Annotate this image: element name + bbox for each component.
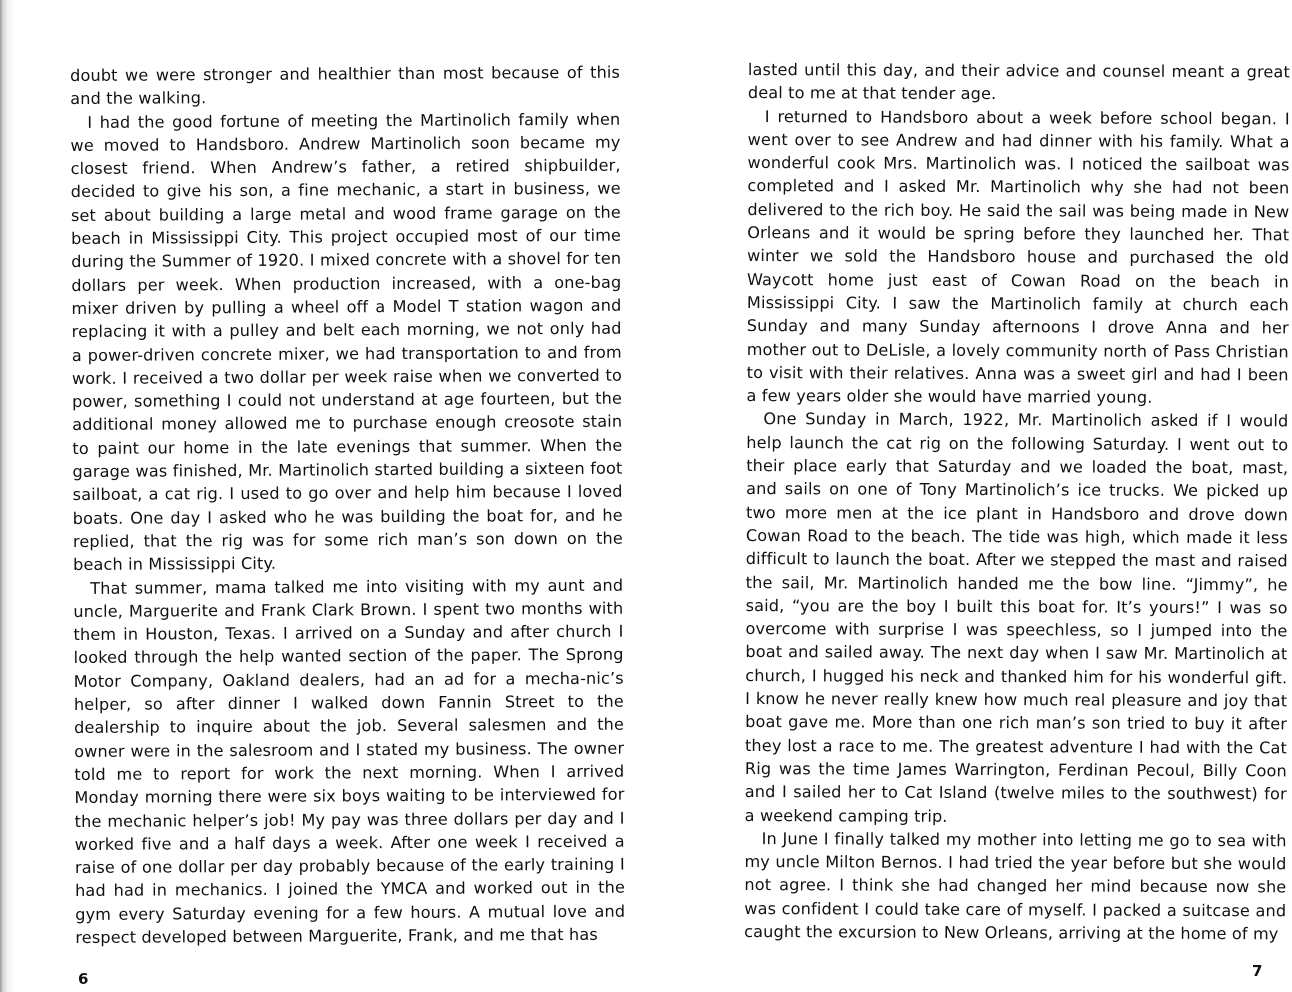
right-page: [646, 0, 1292, 992]
right-page-number: 7: [1252, 962, 1263, 980]
left-paragraph-2: I had the good fortune of meeting the Martinolich family when we moved to Handsboro. Andrew Martinolich soon became my closest friend. When Andrew’s father, a retired shipbuilder, decided to give his son, a fine mechanic, a start in business, we set about building a large metal and wood frame garage on the beach in Mississippi City. This project occupied most of our time during the Summer of 1920. I mixed concrete with a shovel for ten dollars per week. When production increased, with a one-bag mixer driven by pulling a wheel off a Model T station wagon and replacing it with a pulley and belt each morning, we not only had a power-driven concrete mixer, we had transportation to and from work. I received a two dollar per week raise when we converted to power, something I could not understand at age fourteen, but the additional money allowed me to purchase enough creosote stain to paint our home in the late evenings that summer. When the garage was finished, Mr. Martinolich started building a sixteen foot sailboat, a cat rig. I used to go over and help him because I loved boats. One day I asked who he was building the boat for, and he replied, that the rig was for some rich man’s son down on the beach in Mississippi City.: [70, 109, 623, 575]
left-page-text: [70, 61, 625, 950]
right-page-text: [744, 58, 1290, 946]
right-paragraph-4: In June I finally talked my mother into letting me go to sea with my uncle Milton Bernos. I had tried the year before but she would not agree. I think she had changed her mind because now she was confident I could take care of myself. I packed a suitcase and caught the excursion to New Orleans, arriving at the home of my: [744, 828, 1287, 944]
right-paragraph-3: One Sunday in March, 1922, Mr. Martinolich asked if I would help launch the cat rig on the following Saturday. I went out to their place early that Saturday and we loaded the boat, mast, and sails on one of Tony Martinolich’s ice trucks. We picked up two more men at the ice plant in Handsboro and drove down Cowan Road to the beach. The tide was high, which made it less difficult to launch the boat. After we stepped the mast and raised the sail, Mr. Martinolich handed me the bow line. “Jimmy”, he said, “you are the boy I built this boat for. It’s yours!” I was so overcome with surprise I was speechless, so I jumped into the boat and sailed away. The next day when I saw Mr. Martinolich at church, I hugged his neck and thanked him for his wonderful gift. I know he never really knew how much real pleasure and joy that boat gave me. More than one rich man’s son tried to buy it after they lost a race to me. The greatest adventure I had with the Cat Rig was the time James Warrington, Ferdinan Pecoul, Billy Coon and I sailed her to Cat Island (twelve miles to the southwest) for a weekend camping trip.: [744, 409, 1289, 826]
left-paragraph-1: doubt we were stronger and healthier than most because of this and the walking.: [70, 62, 621, 109]
right-paragraph-2: I returned to Handsboro about a week before school began. I went over to see Andrew and had dinner with his family. What a wonderful cook Mrs. Martinolich was. I noticed the sailboat was completed and I asked Mr. Martinolich why she had not been delivered to the rich boy. He said the sail was being made in New Orleans and it would be spring before they launched her. That winter we sold the Handsboro house and purchased the old Waycott home just east of Cowan Road on the beach in Mississippi City. I saw the Martinolich family at church each Sunday and many Sunday afternoons I drove Anna and her mother out to DeLisle, a lovely community north of Pass Christian to visit with their relatives. Anna was a sweet girl and had I been a few years older she would have married young.: [746, 106, 1290, 407]
right-paragraph-1: lasted until this day, and their advice and counsel meant a great deal to me at that tender age.: [747, 59, 1290, 104]
left-page-number: 6: [78, 970, 89, 988]
left-paragraph-3: That summer, mama talked me into visiting with my aunt and uncle, Marguerite and Frank Clark Brown. I spent two months with them in Houston, Texas. I arrived on a Sunday and after church I looked through the help wanted section of the paper. The Sprong Motor Company, Oakland dealers, had an ad for a mecha-nic’s helper, so after dinner I walked down Fannin Street to the dealership to inquire about the job. Several salesmen and the owner were in the salesroom and I stated my business. The owner told me to report for work the next morning. When I arrived Monday morning there were six boys waiting to be interviewed for the mechanic helper’s job! My pay was three dollars per day and I worked five and a half days a week. After one week I received a raise of one dollar per day probably because of the early training I had had in mechanics. I joined the YMCA and worked out in the gym every Saturday evening for a few hours. A mutual love and respect developed between Marguerite, Frank, and me that has: [73, 575, 626, 947]
